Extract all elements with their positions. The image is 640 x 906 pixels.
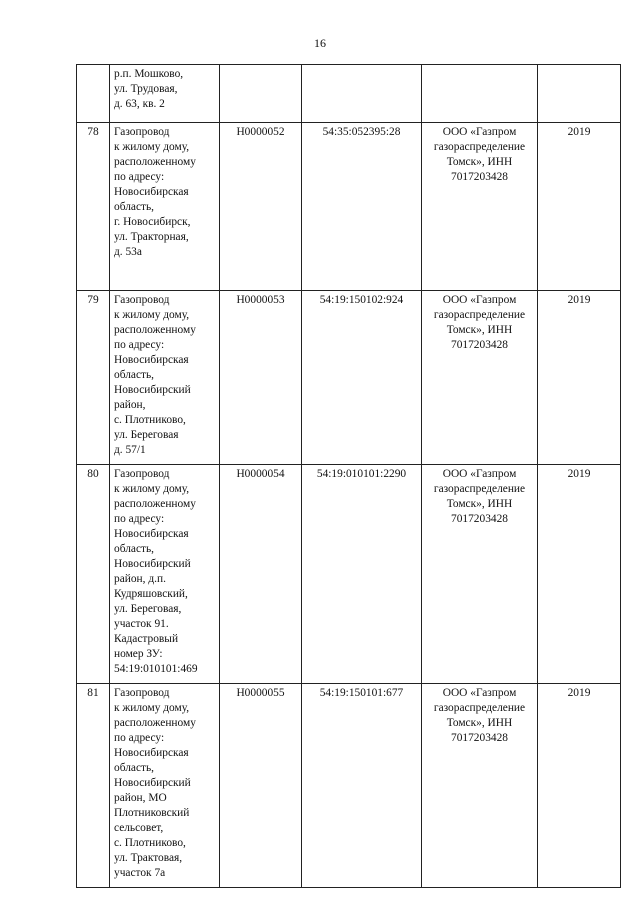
- inventory-number: Н0000052: [236, 126, 285, 138]
- owner-line: газораспределение: [433, 702, 526, 714]
- object-name-line: д. 57/1: [114, 444, 146, 456]
- object-name-line: Новосибирская: [114, 354, 189, 366]
- row-number: 81: [87, 687, 99, 699]
- inventory-number-cell: [220, 291, 302, 465]
- row-number-cell: [77, 465, 110, 684]
- year-cell: [538, 291, 621, 465]
- object-name-line: с. Плотниково,: [114, 414, 186, 426]
- owner-line: газораспределение: [433, 483, 526, 495]
- registry-table: [76, 64, 621, 888]
- table-row: [77, 684, 621, 888]
- row-number-cell: [77, 123, 110, 291]
- object-name-line: Плотниковский: [114, 807, 190, 819]
- object-name-line: к жилому дому,: [114, 702, 190, 714]
- owner-cell: [422, 465, 538, 684]
- object-name-line: ул. Тракторная,: [114, 231, 189, 243]
- object-name-line: ул. Береговая,: [114, 603, 182, 615]
- object-name-line: 54:19:010101:469: [114, 663, 198, 675]
- object-name-line: по адресу:: [114, 339, 165, 351]
- object-name-line: Новосибирский: [114, 777, 191, 789]
- object-name-line: расположенному: [114, 717, 196, 729]
- year: 2019: [567, 294, 591, 306]
- year-cell: [538, 65, 621, 123]
- registry-table-body: [77, 65, 621, 888]
- object-name-line: г. Новосибирск,: [114, 216, 191, 228]
- object-name-line: участок 91.: [114, 618, 169, 630]
- object-name-cell: [110, 465, 220, 684]
- object-name-line: Новосибирский: [114, 384, 191, 396]
- object-name-line: ул. Береговая: [114, 429, 179, 441]
- object-name-line: Новосибирская: [114, 528, 189, 540]
- year: 2019: [567, 687, 591, 699]
- inventory-number-cell: [220, 65, 302, 123]
- object-name-line: область,: [114, 762, 155, 774]
- object-name-line: к жилому дому,: [114, 141, 190, 153]
- object-name-line: Газопровод: [114, 468, 170, 480]
- owner-line: Томск», ИНН: [446, 498, 513, 510]
- owner-line: ООО «Газпром: [442, 468, 517, 480]
- year: 2019: [567, 468, 591, 480]
- cadastral-number: 54:19:010101:2290: [316, 468, 407, 480]
- object-name-line: участок 7а: [114, 867, 166, 879]
- cadastral-number-cell: [302, 65, 422, 123]
- row-number: 78: [87, 126, 99, 138]
- owner-cell: [422, 684, 538, 888]
- object-name-cell: [110, 684, 220, 888]
- object-name-line: Кудряшовский,: [114, 588, 188, 600]
- object-name-line: с. Плотниково,: [114, 837, 186, 849]
- object-name-line: ул. Трудовая,: [114, 83, 178, 95]
- object-name-line: Новосибирская: [114, 747, 189, 759]
- owner-line: ООО «Газпром: [442, 126, 517, 138]
- cadastral-number: 54:35:052395:28: [322, 126, 401, 138]
- year-cell: [538, 123, 621, 291]
- year: 2019: [567, 126, 591, 138]
- object-name-line: по адресу:: [114, 171, 165, 183]
- object-name-line: расположенному: [114, 324, 196, 336]
- owner-line: Томск», ИНН: [446, 156, 513, 168]
- object-name-line: к жилому дому,: [114, 309, 190, 321]
- owner-line: газораспределение: [433, 309, 526, 321]
- object-name-line: по адресу:: [114, 513, 165, 525]
- object-name-line: Новосибирский: [114, 558, 191, 570]
- object-name-line: д. 53а: [114, 246, 142, 258]
- object-name-line: Газопровод: [114, 687, 170, 699]
- inventory-number-cell: [220, 123, 302, 291]
- year-cell: [538, 465, 621, 684]
- owner-line: 7017203428: [451, 513, 508, 525]
- table-row: [77, 123, 621, 291]
- object-name-cell: [110, 65, 220, 123]
- inventory-number: Н0000053: [236, 294, 285, 306]
- owner-line: 7017203428: [451, 732, 508, 744]
- object-name-line: к жилому дому,: [114, 483, 190, 495]
- row-number-cell: [77, 684, 110, 888]
- owner-cell: [422, 65, 538, 123]
- object-name-cell: [110, 123, 220, 291]
- object-name-line: область,: [114, 201, 155, 213]
- object-name-line: номер ЗУ:: [114, 648, 163, 660]
- row-number: 79: [87, 294, 99, 306]
- object-name-line: район, МО: [114, 792, 167, 804]
- object-name-line: по адресу:: [114, 732, 165, 744]
- owner-line: газораспределение: [433, 141, 526, 153]
- table-row: [77, 465, 621, 684]
- owner-cell: [422, 291, 538, 465]
- object-name-line: Газопровод: [114, 126, 170, 138]
- year-cell: [538, 684, 621, 888]
- table-row: [77, 65, 621, 123]
- object-name-line: Кадастровый: [114, 633, 179, 645]
- page-number: 16: [314, 36, 326, 50]
- cadastral-number-cell: [302, 684, 422, 888]
- object-name-line: р.п. Мошково,: [114, 68, 184, 80]
- owner-line: Томск», ИНН: [446, 717, 513, 729]
- owner-line: 7017203428: [451, 171, 508, 183]
- cadastral-number: 54:19:150101:677: [319, 687, 404, 699]
- object-name-line: расположенному: [114, 156, 196, 168]
- object-name-line: сельсовет,: [114, 822, 164, 834]
- cadastral-number: 54:19:150102:924: [319, 294, 404, 306]
- object-name-line: д. 63, кв. 2: [114, 98, 165, 110]
- owner-line: Томск», ИНН: [446, 324, 513, 336]
- cadastral-number-cell: [302, 465, 422, 684]
- inventory-number: Н0000055: [236, 687, 285, 699]
- object-name-line: ул. Трактовая,: [114, 852, 183, 864]
- row-number: 80: [87, 468, 99, 480]
- object-name-line: Новосибирская: [114, 186, 189, 198]
- cadastral-number-cell: [302, 123, 422, 291]
- owner-line: ООО «Газпром: [442, 294, 517, 306]
- row-number-cell: [77, 291, 110, 465]
- inventory-number: Н0000054: [236, 468, 285, 480]
- object-name-line: область,: [114, 369, 155, 381]
- object-name-line: расположенному: [114, 498, 196, 510]
- object-name-line: Газопровод: [114, 294, 170, 306]
- object-name-line: область,: [114, 543, 155, 555]
- object-name-cell: [110, 291, 220, 465]
- inventory-number-cell: [220, 684, 302, 888]
- row-number-cell: [77, 65, 110, 123]
- table-row: [77, 291, 621, 465]
- cadastral-number-cell: [302, 291, 422, 465]
- object-name-line: район, д.п.: [114, 573, 166, 585]
- inventory-number-cell: [220, 465, 302, 684]
- owner-line: ООО «Газпром: [442, 687, 517, 699]
- object-name-line: район,: [114, 399, 146, 411]
- owner-cell: [422, 123, 538, 291]
- owner-line: 7017203428: [451, 339, 508, 351]
